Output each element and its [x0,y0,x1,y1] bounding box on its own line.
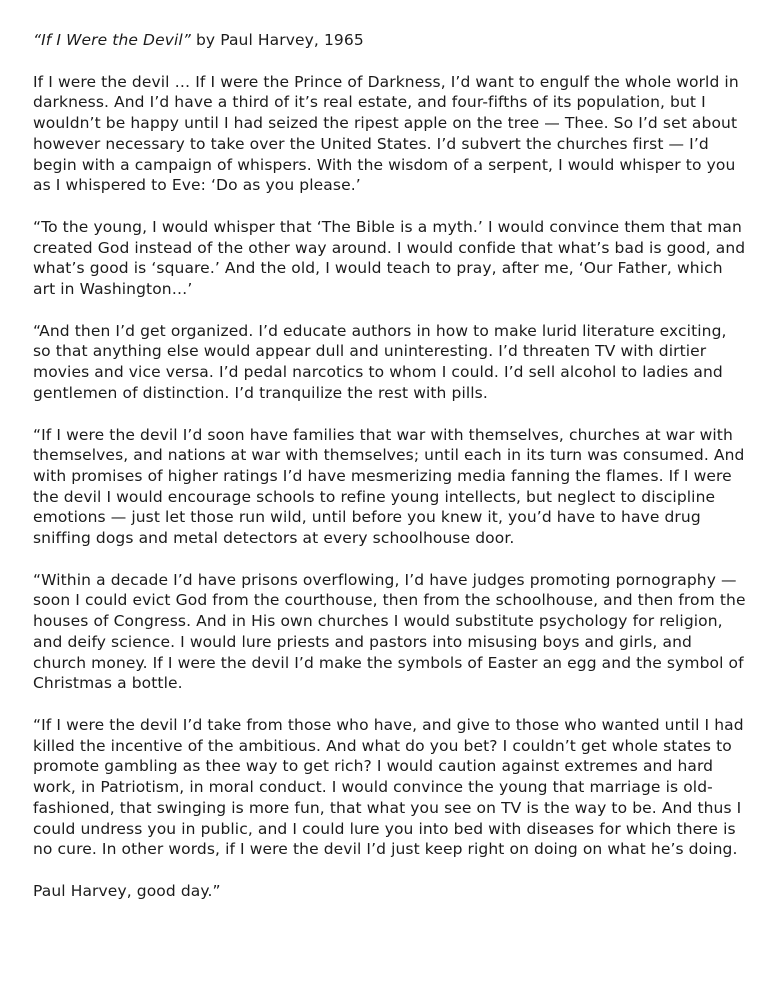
document-title-attribution: by Paul Harvey, 1965 [190,31,364,49]
paragraph-2: “To the young, I would whisper that ‘The Bible is a myth.’ I would convince them that man created God instead of the other way around. I would confide that what’s bad is good, and what’s good is ‘square.’ And the old, I would teach to pray, after me, ‘Our Father, which art in Washington…’ [33,217,746,299]
paragraph-5: “Within a decade I’d have prisons overflowing, I’d have judges promoting pornography — soon I could evict God from the courthouse, then from the schoolhouse, and then from the houses of Congress. And in His own churches I would substitute psychology for religion, and deify science. I would lure priests and pastors into misusing boys and girls, and church money. If I were the devil I’d make the symbols of Easter an egg and the symbol of Christmas a bottle. [33,570,746,693]
document-title-quoted: “If I Were the Devil” [33,31,191,49]
document-title [33,30,747,51]
document-signoff: Paul Harvey, good day.” [33,881,221,900]
document-page [33,30,747,902]
paragraph-4: “If I were the devil I’d soon have families that war with themselves, churches at war with themselves, and nations at war with themselves; until each in its turn was consumed. And with promises of higher ratings I’d have mesmerizing media fanning the flames. If I were the devil I would encourage schools to refine young intellects, but neglect to discipline emotions — just let those run wild, until before you knew it, you’d have to have drug sniffing dogs and metal detectors at every schoolhouse door. [33,425,745,548]
paragraph-1: If I were the devil … If I were the Prince of Darkness, I’d want to engulf the whole world in darkness. And I’d have a third of it’s real estate, and four-fifths of its population, but I wouldn’t be happy until I had seized the ripest apple on the tree — Thee. So I’d set about however necessary to take over the United States. I’d subvert the churches first — I’d begin with a campaign of whispers. With the wisdom of a serpent, I would whisper to you as I whispered to Eve: ‘Do as you please.’ [33,72,739,195]
paragraph-3: “And then I’d get organized. I’d educate authors in how to make lurid literature exciting, so that anything else would appear dull and uninteresting. I’d threaten TV with dirtier movies and vice versa. I’d pedal narcotics to whom I could. I’d sell alcohol to ladies and gentlemen of distinction. I’d tranquilize the rest with pills. [33,321,727,402]
paragraph-6: “If I were the devil I’d take from those who have, and give to those who wanted until I had killed the incentive of the ambitious. And what do you bet? I couldn’t get whole states to promote gambling as thee way to get rich? I would caution against extremes and hard work, in Patriotism, in moral conduct. I would convince the young that marriage is old-fashioned, that swinging is more fun, that what you see on TV is the way to be. And thus I could undress you in public, and I could lure you into bed with diseases for which there is no cure. In other words, if I were the devil I’d just keep right on doing on what he’s doing. [33,715,744,859]
